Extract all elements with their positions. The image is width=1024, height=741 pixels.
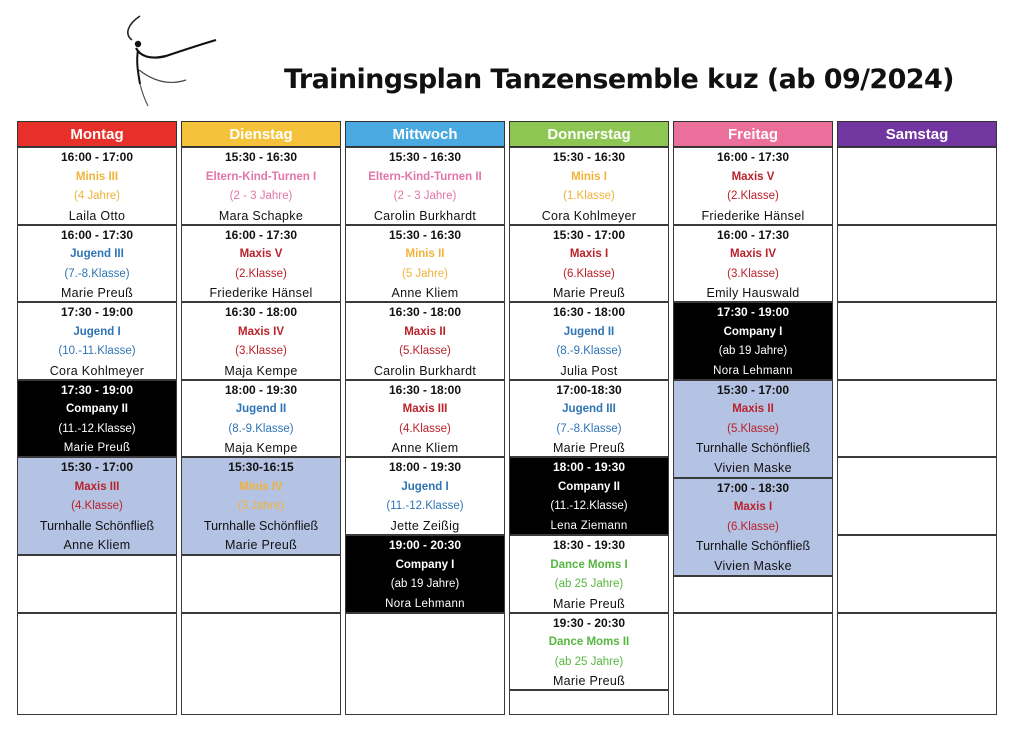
class-group: Jugend II	[235, 403, 287, 416]
class-teacher: Carolin Burkhardt	[373, 208, 477, 223]
class-entry	[673, 478, 833, 576]
class-age: (11.-12.Klasse)	[58, 422, 136, 435]
class-age: (7.-8.Klasse)	[556, 422, 622, 435]
class-age: (6.Klasse)	[727, 520, 779, 533]
class-entry	[673, 302, 833, 380]
class-time: 16:30 - 18:00	[552, 305, 626, 320]
class-time: 15:30-16:15	[228, 460, 294, 475]
class-entry	[181, 380, 341, 458]
class-time: 16:00 - 17:30	[224, 227, 298, 242]
class-teacher: Anne Kliem	[63, 538, 131, 553]
class-teacher: Carolin Burkhardt	[373, 363, 477, 378]
class-time: 17:30 - 19:00	[60, 382, 134, 397]
class-age: (1.Klasse)	[563, 190, 615, 202]
class-age: (ab 19 Jahre)	[390, 578, 460, 590]
class-time: 16:30 - 18:00	[224, 305, 298, 320]
class-entry	[17, 457, 177, 555]
class-teacher: Mara Schapke	[218, 208, 304, 223]
class-teacher: Marie Preuß	[552, 441, 626, 456]
class-group: Eltern-Kind-Turnen I	[205, 170, 317, 183]
class-entry	[509, 225, 669, 303]
class-age: (8.-9.Klasse)	[556, 345, 622, 358]
class-group: Minis III	[75, 170, 119, 183]
class-teacher: Nora Lehmann	[713, 364, 793, 377]
empty-slot	[837, 380, 997, 458]
day-header-samstag: Samstag	[837, 121, 997, 147]
class-age: (3.Klasse)	[235, 345, 287, 358]
class-age: (10.-11.Klasse)	[58, 345, 136, 358]
class-entry	[673, 225, 833, 303]
empty-slot	[17, 555, 177, 612]
class-teacher: Anne Kliem	[391, 441, 459, 456]
class-teacher: Marie Preuß	[224, 538, 298, 553]
class-time: 15:30 - 17:00	[552, 227, 626, 242]
class-entry	[509, 613, 669, 691]
class-age: (5.Klasse)	[727, 422, 779, 435]
class-entry	[673, 380, 833, 478]
class-entry	[673, 147, 833, 225]
class-time: 19:30 - 20:30	[552, 615, 626, 630]
class-age: (6.Klasse)	[563, 267, 615, 280]
class-group: Maxis V	[731, 170, 775, 183]
class-group: Maxis I	[733, 501, 773, 514]
class-entry	[181, 457, 341, 555]
class-entry	[345, 457, 505, 535]
empty-slot	[837, 302, 997, 380]
day-header-mittwoch: Mittwoch	[345, 121, 505, 147]
class-group: Dance Moms II	[548, 636, 630, 649]
class-teacher: Vivien Maske	[714, 558, 792, 573]
class-age: (3.Klasse)	[727, 267, 779, 280]
class-time: 19:00 - 20:30	[388, 538, 462, 552]
class-entry	[181, 147, 341, 225]
class-teacher: Marie Preuß	[63, 442, 131, 455]
class-teacher: Jette Zeißig	[390, 518, 460, 533]
dancer-logo-icon	[118, 10, 228, 110]
class-age: (5 Jahre)	[401, 267, 449, 280]
class-group: Eltern-Kind-Turnen II	[368, 170, 482, 183]
class-entry	[509, 302, 669, 380]
class-teacher: Anne Kliem	[391, 286, 459, 301]
page-title: Trainingsplan Tanzensemble kuz (ab 09/2024)	[284, 64, 954, 95]
class-time: 18:00 - 19:30	[552, 460, 626, 475]
empty-slot	[837, 225, 997, 303]
class-group: Company II	[558, 480, 620, 493]
class-age: (8.-9.Klasse)	[228, 422, 294, 435]
class-time: 16:30 - 18:00	[388, 305, 462, 320]
class-group: Maxis III	[402, 403, 448, 416]
empty-slot	[181, 555, 341, 612]
class-teacher: Maja Kempe	[224, 363, 298, 378]
class-age: (5.Klasse)	[399, 345, 451, 358]
class-teacher: Cora Kohlmeyer	[49, 363, 145, 378]
class-entry	[345, 225, 505, 303]
empty-slot	[837, 613, 997, 715]
class-group: Jugend III	[70, 248, 124, 261]
class-teacher: Lena Ziemann	[550, 519, 628, 532]
class-time: 15:30 - 17:00	[716, 382, 790, 397]
class-time: 17:30 - 19:00	[716, 305, 790, 320]
class-group: Minis IV	[239, 480, 283, 493]
schedule-table	[17, 121, 1013, 715]
empty-slot	[837, 535, 997, 613]
class-teacher: Maja Kempe	[224, 441, 298, 456]
class-entry	[17, 225, 177, 303]
class-entry	[181, 302, 341, 380]
class-entry	[345, 535, 505, 613]
empty-slot	[345, 613, 505, 715]
class-time: 15:30 - 16:30	[388, 227, 462, 242]
class-group: Minis I	[571, 170, 607, 183]
class-age: (3 Jahre)	[237, 500, 285, 513]
class-teacher: Vivien Maske	[714, 460, 792, 475]
class-teacher: Emily Hauswald	[706, 286, 800, 301]
class-group: Jugend II	[563, 325, 615, 338]
class-location: Turnhalle Schönfließ	[695, 441, 811, 456]
class-time: 15:30 - 17:00	[60, 460, 134, 475]
class-teacher: Marie Preuß	[552, 596, 626, 611]
class-group: Jugend I	[401, 480, 449, 493]
class-teacher: Laila Otto	[68, 208, 126, 223]
class-group: Maxis II	[732, 403, 774, 416]
class-teacher: Marie Preuß	[60, 286, 134, 301]
empty-slot	[837, 147, 997, 225]
class-entry	[509, 535, 669, 613]
class-entry	[345, 147, 505, 225]
class-time: 17:00-18:30	[556, 382, 622, 397]
class-teacher: Marie Preuß	[552, 674, 626, 689]
class-teacher: Julia Post	[560, 363, 618, 378]
class-time: 15:30 - 16:30	[224, 150, 298, 164]
class-age: (2 - 3 Jahre)	[229, 190, 293, 202]
class-entry	[509, 380, 669, 458]
class-time: 15:30 - 16:30	[552, 150, 626, 164]
class-location: Turnhalle Schönfließ	[695, 539, 811, 554]
class-time: 18:00 - 19:30	[224, 382, 298, 397]
class-entry	[509, 457, 669, 535]
empty-slot	[509, 690, 669, 715]
class-location: Turnhalle Schönfließ	[39, 518, 155, 533]
day-header-montag: Montag	[17, 121, 177, 147]
class-age: (11.-12.Klasse)	[386, 500, 464, 513]
class-time: 18:00 - 19:30	[388, 460, 462, 475]
class-age: (4.Klasse)	[71, 500, 123, 513]
empty-slot	[673, 576, 833, 613]
empty-slot	[837, 457, 997, 535]
day-header-freitag: Freitag	[673, 121, 833, 147]
class-time: 16:30 - 18:00	[388, 382, 462, 397]
class-entry	[17, 147, 177, 225]
class-group: Minis II	[405, 248, 445, 261]
class-location: Turnhalle Schönfließ	[203, 518, 319, 533]
class-group: Maxis V	[239, 248, 283, 261]
class-time: 16:00 - 17:00	[60, 150, 134, 164]
class-group: Maxis I	[569, 248, 609, 261]
class-teacher: Marie Preuß	[552, 286, 626, 301]
class-age: (4 Jahre)	[73, 190, 121, 202]
class-age: (7.-8.Klasse)	[64, 267, 130, 280]
class-time: 16:00 - 17:30	[60, 227, 134, 242]
class-group: Maxis II	[404, 325, 446, 338]
class-group: Maxis IV	[729, 248, 777, 261]
class-group: Jugend III	[562, 403, 616, 416]
class-teacher: Friederike Hänsel	[701, 208, 805, 223]
class-group: Company II	[66, 403, 128, 416]
class-group: Maxis III	[74, 480, 120, 493]
class-time: 16:00 - 17:30	[716, 227, 790, 242]
class-time: 18:30 - 19:30	[552, 538, 626, 552]
empty-slot	[181, 613, 341, 715]
empty-slot	[673, 613, 833, 715]
empty-slot	[17, 613, 177, 715]
class-entry	[181, 225, 341, 303]
class-group: Company I	[723, 325, 783, 338]
class-time: 15:30 - 16:30	[388, 150, 462, 164]
class-time: 17:00 - 18:30	[716, 480, 790, 495]
class-entry	[345, 302, 505, 380]
class-entry	[509, 147, 669, 225]
class-teacher: Nora Lehmann	[385, 597, 465, 610]
class-age: (ab 19 Jahre)	[718, 345, 788, 358]
class-age: (ab 25 Jahre)	[554, 578, 624, 590]
class-group: Dance Moms I	[550, 558, 628, 571]
class-time: 17:30 - 19:00	[60, 305, 134, 320]
day-header-dienstag: Dienstag	[181, 121, 341, 147]
class-group: Jugend I	[73, 325, 121, 338]
class-entry	[17, 302, 177, 380]
day-header-donnerstag: Donnerstag	[509, 121, 669, 147]
class-group: Maxis IV	[237, 325, 285, 338]
class-age: (4.Klasse)	[399, 422, 451, 435]
class-entry	[17, 380, 177, 458]
class-group: Company I	[395, 558, 455, 571]
class-teacher: Friederike Hänsel	[209, 286, 313, 301]
class-teacher: Cora Kohlmeyer	[541, 208, 637, 223]
class-age: (2.Klasse)	[235, 267, 287, 280]
class-age: (ab 25 Jahre)	[554, 655, 624, 668]
class-entry	[345, 380, 505, 458]
class-age: (2.Klasse)	[727, 190, 779, 202]
class-age: (11.-12.Klasse)	[550, 500, 628, 513]
class-age: (2 - 3 Jahre)	[393, 190, 457, 202]
class-time: 16:00 - 17:30	[716, 150, 790, 164]
